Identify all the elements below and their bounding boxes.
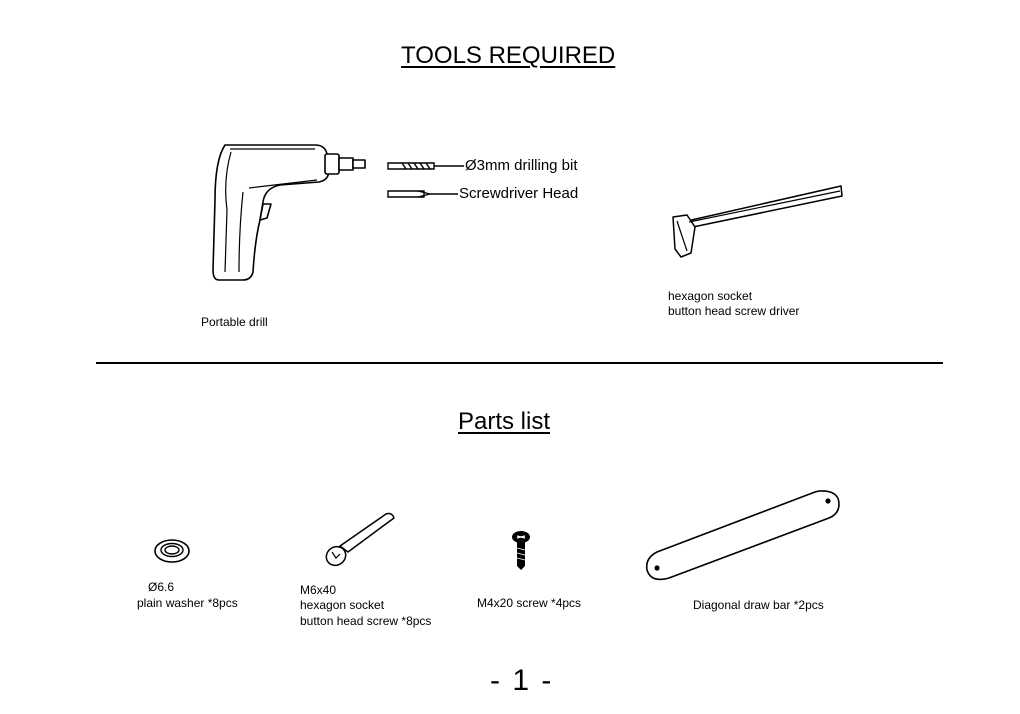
m4-screw-label: M4x20 screw *4pcs — [477, 596, 582, 610]
hex-screw-label-line1: M6x40 — [300, 583, 337, 597]
washer-label-line2: plain washer *8pcs — [137, 596, 238, 610]
portable-drill-icon — [205, 140, 375, 285]
hex-key-icon — [665, 183, 845, 263]
screwdriver-head-label: Screwdriver Head — [459, 185, 579, 202]
tools-heading: TOOLS REQUIRED — [401, 42, 616, 69]
hex-screw-label-line3: button head screw *8pcs — [300, 614, 432, 628]
washer-label-line1: Ø6.6 — [148, 580, 175, 594]
hex-screw-icon — [322, 510, 398, 568]
hex-key-label-line1: hexagon socket — [668, 289, 753, 303]
m4-screw-icon — [511, 530, 531, 570]
parts-heading: Parts list — [458, 408, 551, 435]
washer-icon — [153, 538, 191, 564]
drilling-bit-label: Ø3mm drilling bit — [465, 157, 578, 174]
draw-bar-icon — [643, 488, 843, 584]
hex-key-label-line2: button head screw driver — [668, 304, 800, 318]
page-number: - 1 - — [490, 664, 554, 697]
section-divider — [96, 362, 943, 364]
screwdriver-head-icon — [388, 189, 458, 199]
hex-screw-label-line2: hexagon socket — [300, 598, 385, 612]
drilling-bit-icon — [388, 161, 464, 171]
draw-bar-label: Diagonal draw bar *2pcs — [693, 598, 824, 612]
drill-label: Portable drill — [201, 315, 268, 329]
